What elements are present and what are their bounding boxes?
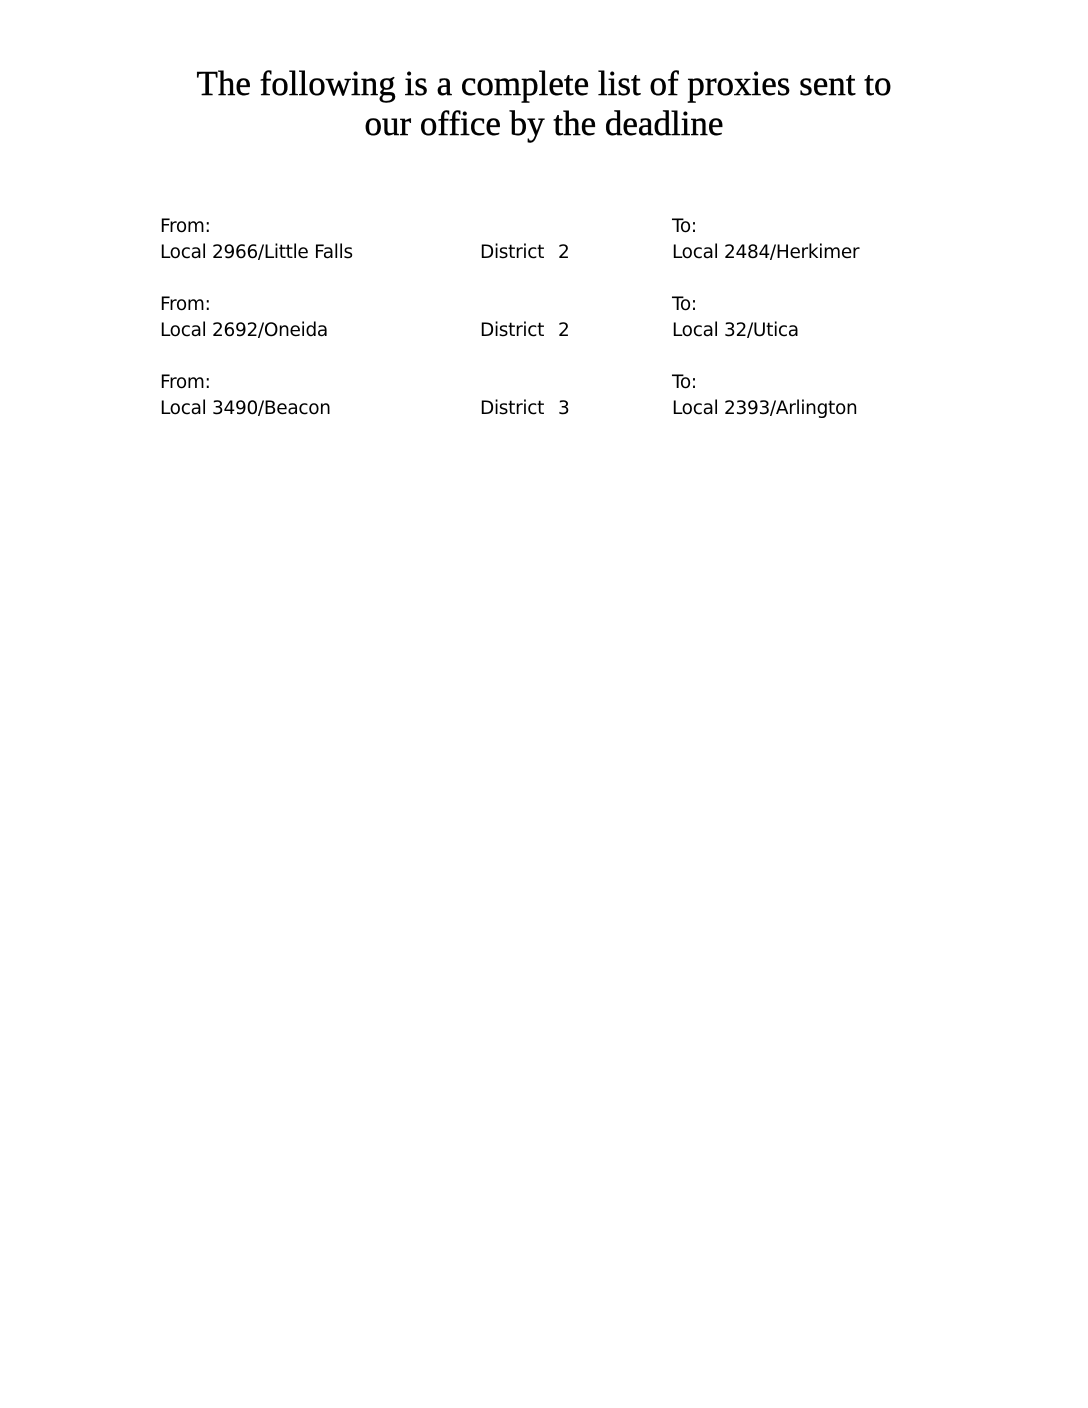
to-label: To: — [672, 294, 697, 315]
from-label: From: — [160, 372, 211, 393]
from-local: Local 2966/Little Falls — [160, 242, 353, 263]
to-local: Local 2393/Arlington — [672, 398, 858, 419]
page-title — [0, 64, 1088, 144]
to-label: To: — [672, 372, 697, 393]
proxy-entry — [0, 214, 1088, 266]
to-label: To: — [672, 216, 697, 237]
district-number: 3 — [558, 398, 570, 419]
title-line-2: our office by the deadline — [364, 104, 724, 143]
district-number: 2 — [558, 242, 570, 263]
from-label: From: — [160, 294, 211, 315]
district-number: 2 — [558, 320, 570, 341]
to-local: Local 32/Utica — [672, 320, 799, 341]
proxy-entry — [0, 292, 1088, 344]
from-local: Local 3490/Beacon — [160, 398, 331, 419]
district-label: District — [480, 320, 545, 341]
title-line-1: The following is a complete list of proxies sent to — [196, 64, 892, 103]
district-label: District — [480, 242, 545, 263]
from-local: Local 2692/Oneida — [160, 320, 328, 341]
to-local: Local 2484/Herkimer — [672, 242, 860, 263]
proxy-entry — [0, 370, 1088, 422]
from-label: From: — [160, 216, 211, 237]
district-label: District — [480, 398, 545, 419]
